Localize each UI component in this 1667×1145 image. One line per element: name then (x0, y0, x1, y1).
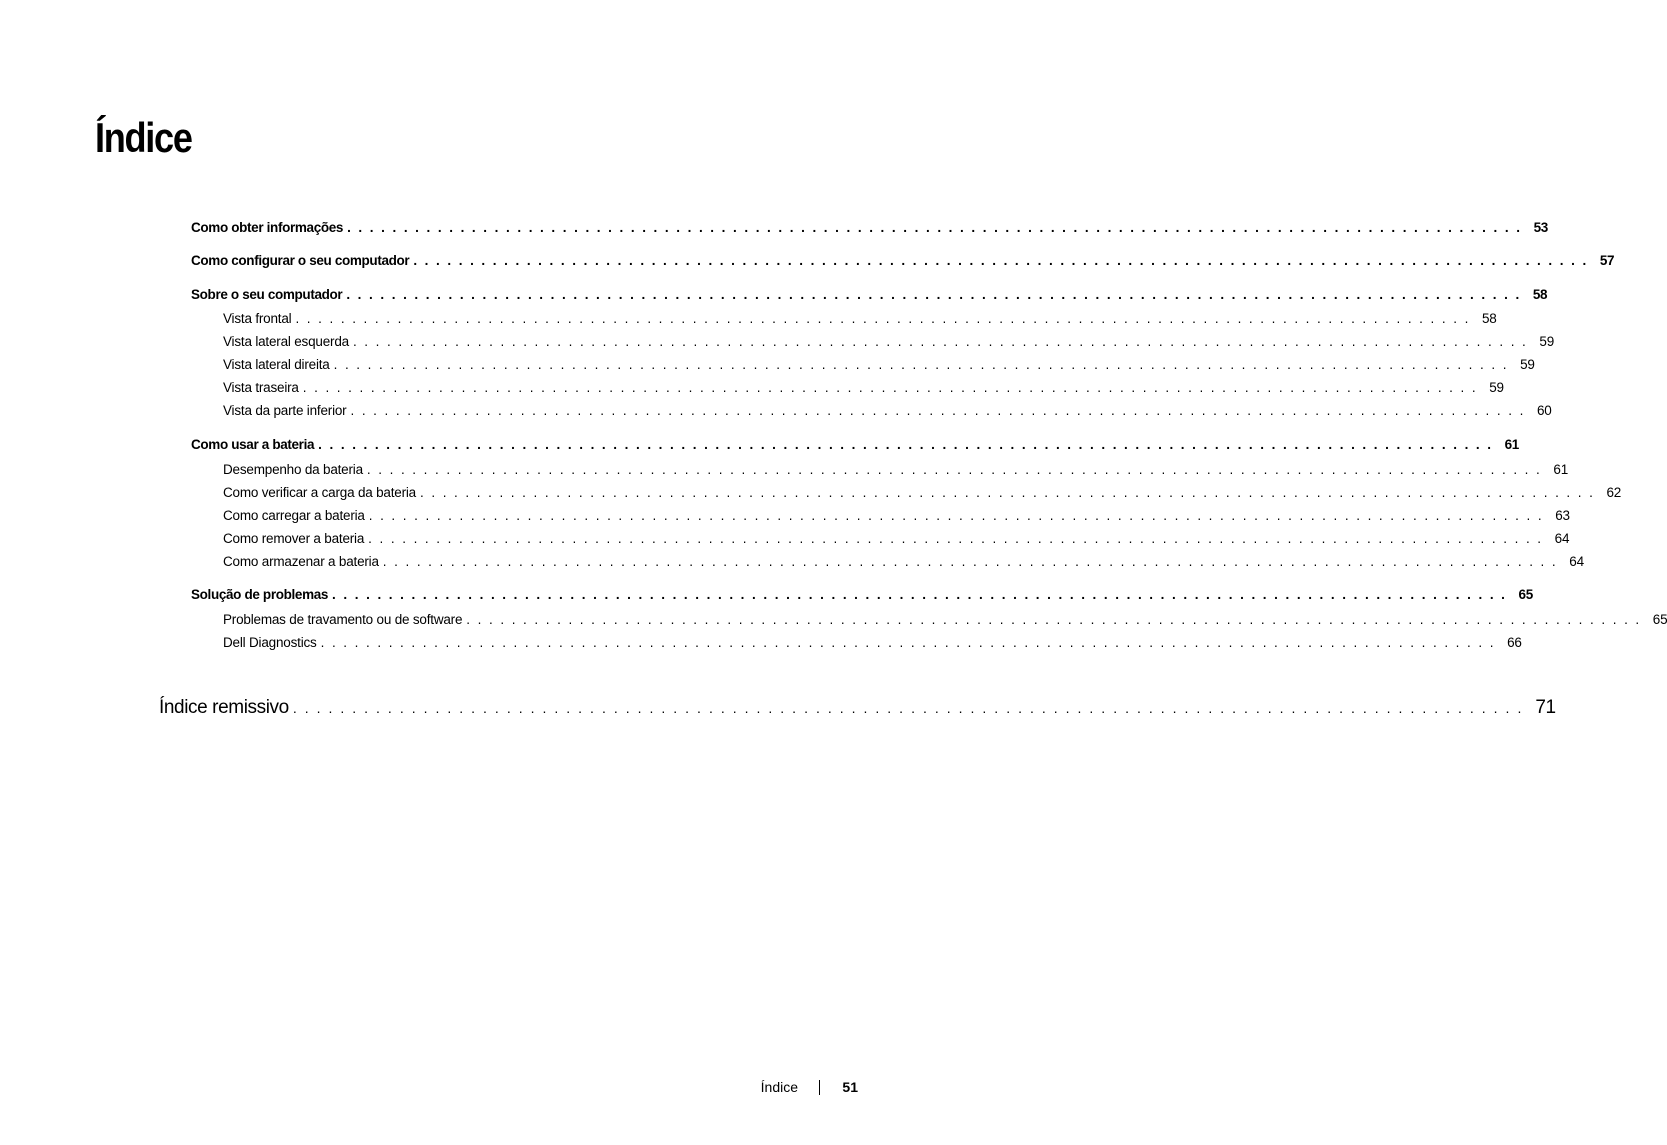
toc-subentry-title: Vista lateral direita (223, 357, 330, 372)
toc-entry-page: 61 (1504, 437, 1519, 452)
toc-subentry-page: 61 (1553, 462, 1569, 477)
toc-subentry[interactable] (223, 309, 1497, 329)
toc-subentry-title: Dell Diagnostics (223, 635, 317, 650)
toc-entry-page: 53 (1533, 220, 1548, 235)
toc-entry[interactable] (191, 218, 1548, 238)
dot-leader: ........................................................................................................ (320, 635, 1502, 650)
dot-leader: ........................................................................................................ (466, 612, 1647, 627)
toc-entry-title: Como configurar o seu computador (191, 253, 410, 268)
toc-subentry-page: 65 (1652, 612, 1667, 627)
toc-subentry-title: Vista traseira (223, 380, 299, 395)
page-number: 51 (842, 1079, 858, 1095)
dot-leader: ........................................................................................................ (333, 357, 1515, 372)
toc-entry[interactable] (191, 285, 1548, 305)
toc-subentry[interactable] (223, 483, 1622, 503)
toc-subentry-page: 58 (1481, 311, 1497, 326)
dot-leader: ........................................................................................................ (350, 403, 1531, 418)
toc-subentry-title: Problemas de travamento ou de software (223, 612, 463, 627)
dot-leader: ........................................................................................................ (292, 700, 1530, 716)
dot-leader: ........................................................................................................ (352, 334, 1534, 349)
dot-leader: ........................................................................................................ (368, 531, 1549, 546)
toc-entry-page: 65 (1518, 587, 1533, 602)
footer-divider (819, 1080, 820, 1095)
toc-entry[interactable] (191, 585, 1533, 605)
dot-leader: ........................................................................................................ (346, 287, 1527, 302)
toc-subentry-page: 59 (1520, 357, 1535, 372)
toc-subentry-page: 63 (1555, 508, 1570, 523)
dot-leader: ........................................................................................................ (347, 220, 1528, 235)
dot-leader: ........................................................................................................ (413, 253, 1594, 268)
dot-leader: ........................................................................................................ (295, 311, 1476, 326)
toc-subentry[interactable] (223, 460, 1569, 480)
toc-subentry-title: Como verificar a carga da bateria (223, 485, 416, 500)
toc-subentry-title: Desempenho da bateria (223, 462, 363, 477)
toc-subentry[interactable] (223, 610, 1667, 630)
toc-subentry-page: 64 (1554, 531, 1570, 546)
index-entry[interactable] (159, 694, 1556, 722)
dot-leader: ........................................................................................................ (366, 462, 1548, 477)
dot-leader: ........................................................................................................ (420, 485, 1601, 500)
toc-subentry-page: 62 (1606, 485, 1622, 500)
toc-subentry[interactable] (223, 633, 1522, 653)
toc-entry-page: 58 (1532, 287, 1548, 302)
dot-leader: ........................................................................................................ (368, 508, 1550, 523)
toc-subentry-page: 59 (1539, 334, 1555, 349)
dot-leader: ........................................................................................................ (382, 554, 1564, 569)
toc-subentry-page: 60 (1536, 403, 1552, 418)
toc-subentry-title: Vista frontal (223, 311, 292, 326)
index-entry-title: Índice remissivo (159, 697, 289, 718)
page-title: Índice (95, 114, 192, 161)
toc-subentry-page: 59 (1489, 380, 1504, 395)
toc-subentry-page: 66 (1507, 635, 1522, 650)
dot-leader: ........................................................................................................ (318, 437, 1499, 452)
page-footer (700, 1076, 858, 1098)
toc-entry-title: Como usar a bateria (191, 437, 315, 452)
toc-subentry-title: Como remover a bateria (223, 531, 365, 546)
toc-subentry-page: 64 (1569, 554, 1584, 569)
toc-subentry[interactable] (223, 355, 1535, 375)
toc-subentry[interactable] (223, 378, 1504, 398)
toc-entry-title: Como obter informações (191, 220, 344, 235)
toc-entry-title: Solução de problemas (191, 587, 329, 602)
toc-subentry-title: Como armazenar a bateria (223, 554, 379, 569)
toc-subentry[interactable] (223, 552, 1584, 572)
dot-leader: ........................................................................................................ (332, 587, 1513, 602)
toc-subentry[interactable] (223, 401, 1552, 421)
toc-entry[interactable] (191, 435, 1519, 455)
toc-entry-title: Sobre o seu computador (191, 287, 343, 302)
toc-entry[interactable] (191, 251, 1615, 271)
index-entry-page: 71 (1535, 697, 1556, 718)
dot-leader: ........................................................................................................ (302, 380, 1484, 395)
toc-entry-page: 57 (1599, 253, 1615, 268)
footer-section-label: Índice (760, 1079, 798, 1095)
toc-subentry[interactable] (223, 332, 1555, 352)
toc-subentry-title: Vista lateral esquerda (223, 334, 349, 349)
toc-subentry[interactable] (223, 529, 1570, 549)
toc-subentry-title: Como carregar a bateria (223, 508, 365, 523)
toc-subentry-title: Vista da parte inferior (223, 403, 347, 418)
toc-subentry[interactable] (223, 506, 1570, 526)
